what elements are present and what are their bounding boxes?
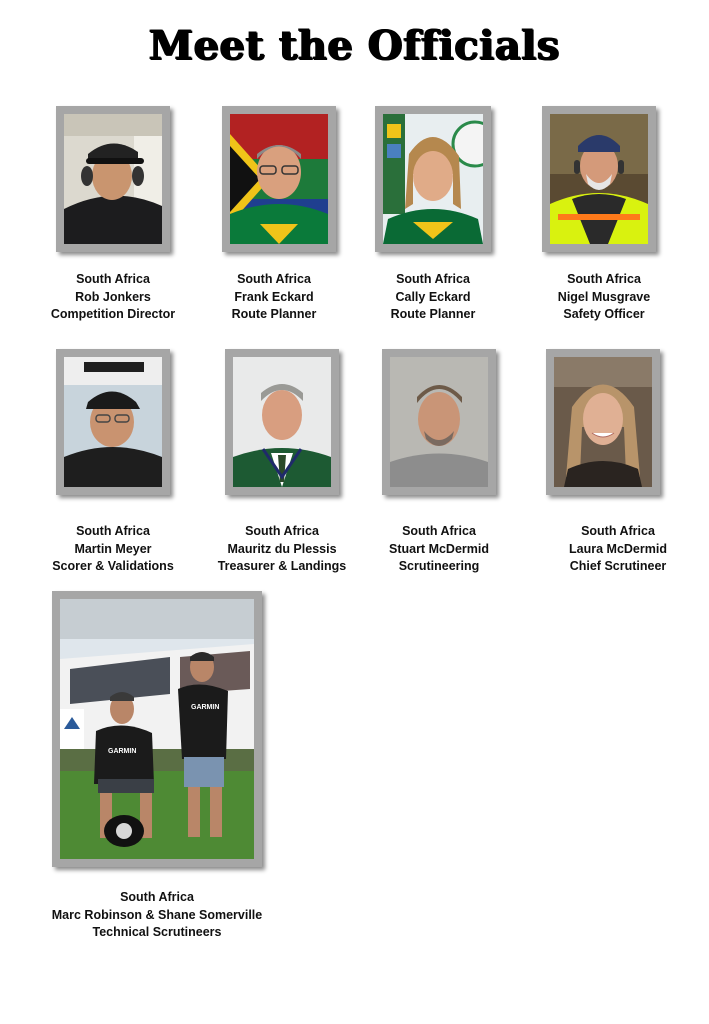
- official-caption-8: [538, 523, 698, 576]
- official-caption-2: [194, 271, 354, 324]
- official-role: Scrutineering: [398, 559, 480, 573]
- official-photo-frame-9: [52, 591, 262, 867]
- svg-text:GARMIN: GARMIN: [108, 748, 137, 755]
- official-name: Martin Meyer: [74, 541, 152, 556]
- portrait-photo: [554, 357, 652, 487]
- official-photo-frame-8: [546, 349, 660, 495]
- portrait-photo: [233, 357, 331, 487]
- official-country: South Africa: [76, 524, 150, 538]
- official-photo-frame-6: [225, 349, 339, 495]
- official-photo-frame-1: [56, 106, 170, 252]
- official-role: Competition Director: [50, 307, 176, 321]
- official-role: Treasurer & Landings: [217, 559, 347, 573]
- official-caption-3: [353, 271, 513, 324]
- official-role: Scorer & Validations: [52, 559, 174, 573]
- official-name: Cally Eckard: [395, 289, 471, 304]
- official-country: South Africa: [402, 524, 476, 538]
- portrait-photo: [383, 114, 483, 244]
- official-name: Rob Jonkers: [75, 289, 151, 304]
- official-caption-9: [32, 889, 282, 942]
- official-photo-frame-7: [382, 349, 496, 495]
- official-role: Technical Scrutineers: [92, 925, 222, 939]
- official-photo-frame-5: [56, 349, 170, 495]
- official-name: Mauritz du Plessis: [227, 541, 337, 556]
- official-country: South Africa: [396, 272, 470, 286]
- official-photo-frame-4: [542, 106, 656, 252]
- official-country: South Africa: [237, 272, 311, 286]
- official-role: Safety Officer: [563, 307, 645, 321]
- portrait-photo: [390, 357, 488, 487]
- official-role: Route Planner: [231, 307, 317, 321]
- portrait-photo: [550, 114, 648, 244]
- portrait-photo: [230, 114, 328, 244]
- official-country: South Africa: [581, 524, 655, 538]
- official-country: South Africa: [567, 272, 641, 286]
- page-title: Meet the Officials: [148, 22, 561, 69]
- official-name: Marc Robinson & Shane Somerville: [51, 907, 263, 922]
- official-name: Frank Eckard: [234, 289, 314, 304]
- official-country: South Africa: [76, 272, 150, 286]
- official-name: Nigel Musgrave: [557, 289, 651, 304]
- official-caption-7: [359, 523, 519, 576]
- portrait-photo: [64, 357, 162, 487]
- official-caption-4: [524, 271, 684, 324]
- official-role: Route Planner: [390, 307, 476, 321]
- official-name: Stuart McDermid: [388, 541, 490, 556]
- official-caption-5: [33, 523, 193, 576]
- official-caption-1: [33, 271, 193, 324]
- official-name: Laura McDermid: [569, 541, 667, 556]
- group-photo: [60, 599, 254, 859]
- official-photo-frame-3: [375, 106, 491, 252]
- svg-text:GARMIN: GARMIN: [191, 704, 220, 711]
- official-country: South Africa: [120, 890, 194, 904]
- portrait-photo: [64, 114, 162, 244]
- official-country: South Africa: [245, 524, 319, 538]
- official-role: Chief Scrutineer: [569, 559, 667, 573]
- official-caption-6: [202, 523, 362, 576]
- official-photo-frame-2: [222, 106, 336, 252]
